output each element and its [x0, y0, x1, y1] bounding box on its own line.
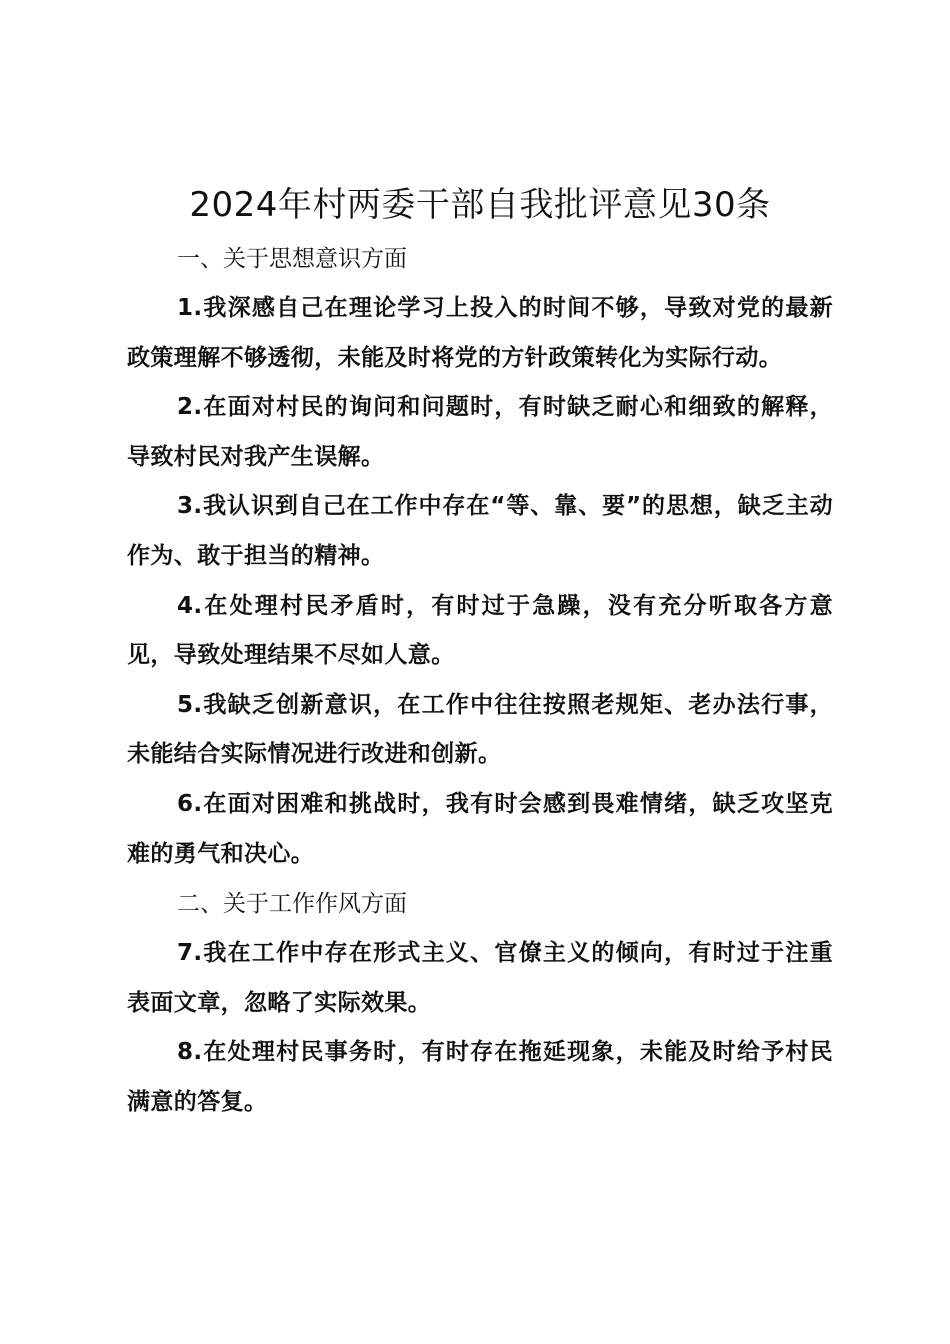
document-title: 2024年村两委干部自我批评意见30条: [189, 185, 771, 225]
list-item: 5.我缺乏创新意识，在工作中往往按照老规矩、老办法行事，未能结合实际情况进行改进和创新。: [127, 691, 833, 768]
list-item: 2.在面对村民的询问和问题时，有时缺乏耐心和细致的解释，导致村民对我产生误解。: [127, 394, 833, 470]
list-item: 3.我认识到自己在工作中存在“等、靠、要”的思想，缺乏主动作为、敢于担当的精神。: [127, 493, 833, 569]
list-item: 6.在面对困难和挑战时，我有时会感到畏难情绪，缺乏攻坚克难的勇气和决心。: [127, 790, 833, 867]
list-item: 1.我深感自己在理论学习上投入的时间不够，导致对党的最新政策理解不够透彻，未能及时将党的方针政策转化为实际行动。: [127, 295, 833, 371]
section-heading-work-style: 二、关于工作作风方面: [177, 891, 407, 918]
section-heading-thinking: 一、关于思想意识方面: [177, 246, 407, 272]
document-page: [127, 178, 833, 1128]
list-item: 7.我在工作中存在形式主义、官僚主义的倾向，有时过于注重表面文章，忽略了实际效果。: [127, 940, 833, 1016]
list-item: 4.在处理村民矛盾时，有时过于急躁，没有充分听取各方意见，导致处理结果不尽如人意。: [127, 592, 833, 669]
list-item: 8.在处理村民事务时，有时存在拖延现象，未能及时给予村民满意的答复。: [127, 1039, 833, 1115]
